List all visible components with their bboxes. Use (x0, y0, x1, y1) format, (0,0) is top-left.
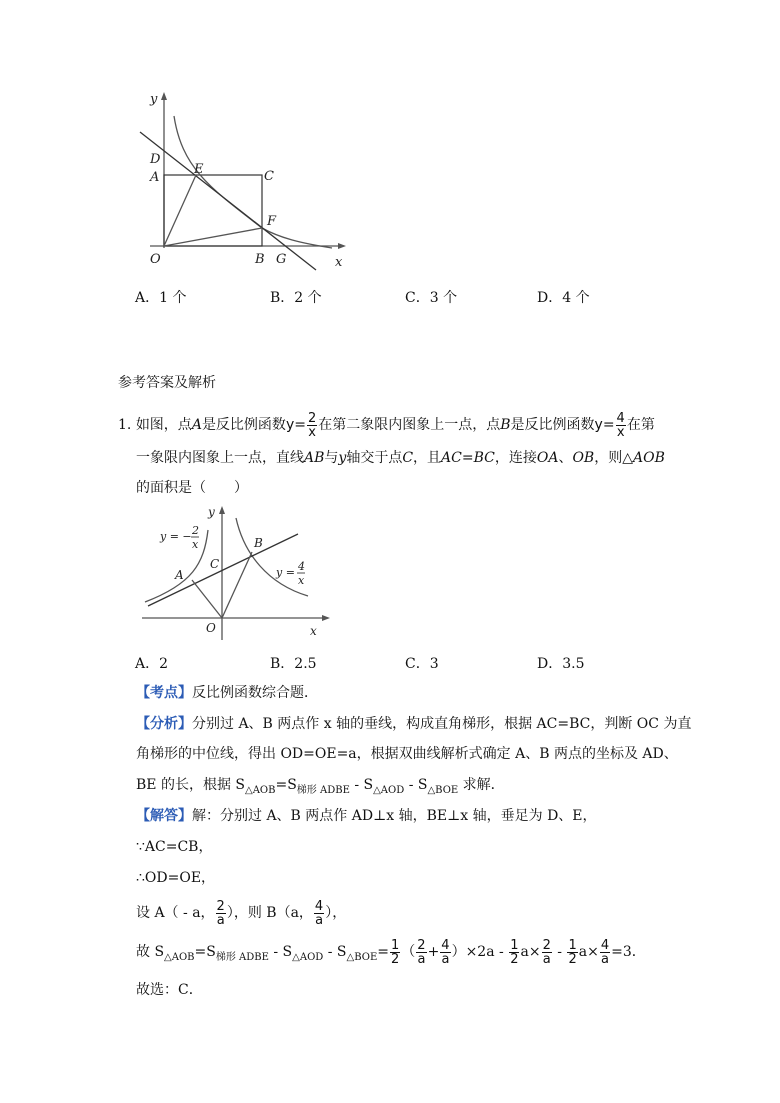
jieda-line-3: ∴OD=OE， (136, 870, 216, 886)
fenxi-tag: 【分析】 (136, 716, 192, 732)
label-y: y (150, 92, 158, 107)
segment-OA (192, 580, 222, 618)
fraction-4-over-x: $\frac{4}{x}$ (616, 410, 625, 440)
label-D: D (150, 152, 161, 167)
jieda-tag: 【解答】 (136, 808, 192, 824)
figure-hyperbolas-line (140, 502, 335, 642)
section-title: 参考答案及解析 (118, 375, 216, 391)
left-function-denominator: x (192, 538, 199, 551)
question-1-line-2: 一象限内图象上一点，直线AB与y轴交于点C，且AC=BC，连接OA、OB，则△AOB (136, 450, 665, 466)
segment-OB (222, 552, 252, 618)
label-O: O (150, 252, 161, 267)
line-DG (140, 132, 316, 270)
question-1-line-3: 的面积是（ ） (136, 480, 248, 496)
option-b: B．2 个 (270, 290, 322, 306)
label-x: x (335, 255, 343, 270)
figure-rectangle-hyperbola (130, 88, 350, 273)
jieda-line-2: ∵AC=CB， (136, 839, 213, 855)
right-function-denominator: x (298, 574, 305, 587)
right-function-label: y = (276, 566, 295, 579)
question-1-line-1: 1. 如图，点A是反比例函数y= $\frac{2}{x}$ 在第二象限内图象上一点，点B是反比例函数y= $\frac{4}{x}$ 在第 (118, 410, 655, 440)
label-F: F (267, 214, 277, 229)
label-C: C (210, 557, 220, 571)
fenxi-line-3: BE 的长，根据 $S_{\triangle AOB}=S_{梯形 ADBE} - S_{\triangle AOD} - S_{\triangle BOE}$ 求解． (136, 777, 505, 796)
label-E: E (194, 162, 204, 177)
option-c-2: C．3 (405, 656, 439, 672)
fenxi-line-2: 角梯形的中位线，得出 OD=OE=a，根据双曲线解析式确定 A、B 两点的坐标及 AD、 (136, 746, 678, 762)
jieda-line-5: 故 $S_{\triangle AOB}=S_{梯形 ADBE} - S_{\triangle AOD} - S_{\triangle BOE}=$ $\frac{1}{2}$ （ $\frac{2}{a}$ + $\frac{4}{a}$ ）×2a - $\frac{1}{2}$ a× $\frac{2}{a}$ - $\frac{1}{2}$ a× $\frac{4}{a}$ =3． (136, 937, 646, 967)
option-a-2: A．2 (135, 656, 169, 672)
rectangle-OACB (164, 175, 262, 246)
option-d: D．4 个 (537, 290, 590, 306)
label-O: O (206, 621, 216, 635)
label-y: y (208, 505, 215, 519)
hyperbola-curve (174, 116, 332, 248)
question-number: 1. (118, 417, 132, 433)
fenxi-line-1: 【分析】分别过 A、B 两点作 x 轴的垂线，构成直角梯形，根据 AC=BC，判断 OC 为直 (136, 716, 692, 732)
option-c: C．3 个 (405, 290, 458, 306)
kaodian-line: 【考点】反比例函数综合题． (136, 685, 318, 701)
left-function-numerator: 2 (192, 524, 199, 537)
label-G: G (276, 252, 287, 267)
jieda-line-1: 【解答】解：分别过 A、B 两点作 AD⊥x 轴，BE⊥x 轴，垂足为 D、E， (136, 808, 597, 824)
jieda-line-4: 设 A（ - a， $\frac{2}{a}$ ），则 B（a， $\frac{4}{a}$ ）， (136, 898, 347, 928)
label-A: A (150, 170, 160, 185)
segment-OE (164, 175, 196, 246)
segment-OF (164, 228, 262, 246)
label-B: B (255, 252, 265, 267)
label-B: B (254, 536, 263, 550)
kaodian-tag: 【考点】 (136, 685, 192, 701)
option-a: A．1 个 (135, 290, 187, 306)
right-function-numerator: 4 (298, 560, 305, 573)
fraction-2-over-x: $\frac{2}{x}$ (307, 410, 317, 440)
label-A: A (175, 568, 184, 582)
option-d-2: D．3.5 (537, 656, 585, 672)
left-function-label: y = − (160, 530, 192, 543)
option-b-2: B．2.5 (270, 656, 317, 672)
label-C: C (264, 169, 274, 184)
label-x: x (310, 624, 317, 638)
jieda-line-6: 故选：C． (136, 982, 203, 998)
